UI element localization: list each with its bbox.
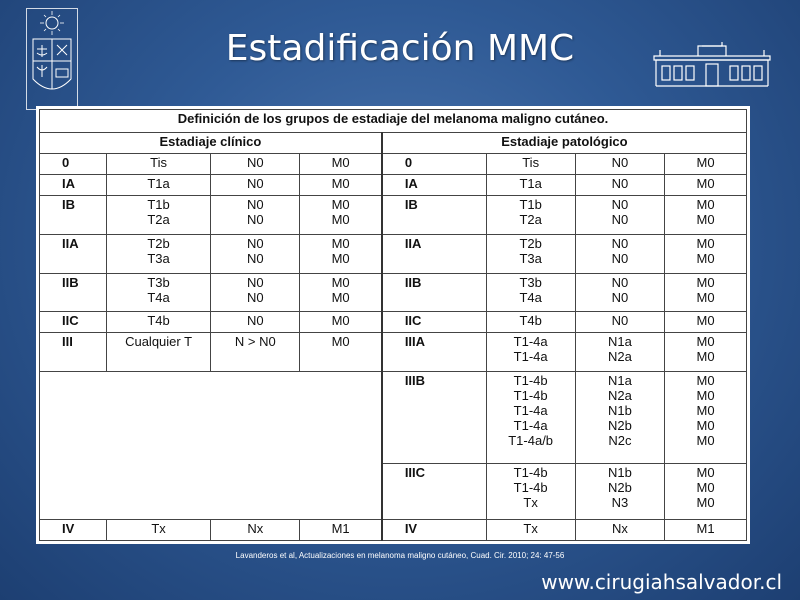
table-cell: M0: [665, 175, 747, 196]
website-url: www.cirugiahsalvador.cl: [541, 570, 782, 594]
table-cell: M0 M0 M0 M0 M0: [665, 372, 747, 463]
table-cell: M1: [300, 519, 382, 540]
table-cell: M0: [300, 333, 382, 372]
table-cell: IB: [382, 196, 486, 235]
table-cell: M0 M0 M0: [665, 463, 747, 519]
table-cell: T3b T4a: [106, 273, 210, 312]
table-cell: Tis: [486, 154, 575, 175]
table-cell: N0: [211, 175, 300, 196]
table-cell: N0 N0: [211, 196, 300, 235]
table-cell: Cualquier T: [106, 333, 210, 372]
pathologic-staging-header: Estadiaje patológico: [382, 133, 747, 154]
table-cell: N0 N0: [575, 196, 664, 235]
table-cell: IIA: [382, 234, 486, 273]
table-cell: 0: [382, 154, 486, 175]
table-cell: M0 M0: [300, 196, 382, 235]
table-cell: IV: [40, 519, 107, 540]
table-row: [40, 196, 747, 235]
table-cell: IIIA: [382, 333, 486, 372]
table-cell: M0 M0: [665, 234, 747, 273]
table-cell: N0: [575, 175, 664, 196]
table-cell: M0 M0: [300, 234, 382, 273]
table-cell: T4b: [486, 312, 575, 333]
table-cell: N0: [575, 312, 664, 333]
table-cell: IIIC: [382, 463, 486, 519]
table-cell: M0: [300, 312, 382, 333]
reference-citation: Lavanderos et al, Actualizaciones en melanoma maligno cutáneo, Cuad. Cir. 2010; 24: 47-56: [235, 551, 565, 560]
staging-table-body: [40, 154, 747, 541]
table-cell: T3b T4a: [486, 273, 575, 312]
table-cell: T1-4b T1-4b T1-4a T1-4a T1-4a/b: [486, 372, 575, 463]
table-cell: M0: [665, 154, 747, 175]
blank-clinical-cell: [40, 372, 382, 520]
table-cell: IIC: [40, 312, 107, 333]
table-cell: Nx: [211, 519, 300, 540]
table-cell: IIB: [382, 273, 486, 312]
table-row: [40, 273, 747, 312]
table-cell: IA: [40, 175, 107, 196]
table-cell: M0: [300, 175, 382, 196]
table-cell: T1-4a T1-4a: [486, 333, 575, 372]
table-cell: Tx: [486, 519, 575, 540]
table-cell: N0 N0: [211, 273, 300, 312]
table-cell: M1: [665, 519, 747, 540]
table-cell: Tis: [106, 154, 210, 175]
table-cell: 0: [40, 154, 107, 175]
table-cell: N0 N0: [211, 234, 300, 273]
hospital-building-logo: [652, 42, 772, 90]
staging-table: [39, 109, 747, 541]
table-cell: N0 N0: [575, 234, 664, 273]
slide-title: Estadificación MMC: [225, 28, 575, 69]
table-cell: M0: [665, 312, 747, 333]
table-row: [40, 372, 747, 463]
table-cell: III: [40, 333, 107, 372]
table-caption: Definición de los grupos de estadiaje del melanoma maligno cutáneo.: [40, 110, 747, 133]
table-cell: T1b T2a: [486, 196, 575, 235]
table-cell: T4b: [106, 312, 210, 333]
table-row: [40, 519, 747, 540]
table-cell: N1a N2a: [575, 333, 664, 372]
table-cell: M0 M0: [300, 273, 382, 312]
table-cell: N1a N2a N1b N2b N2c: [575, 372, 664, 463]
table-row: [40, 154, 747, 175]
table-cell: IIIB: [382, 372, 486, 463]
table-cell: IIA: [40, 234, 107, 273]
table-cell: T1a: [486, 175, 575, 196]
table-row: [40, 234, 747, 273]
table-cell: T2b T3a: [106, 234, 210, 273]
table-cell: Tx: [106, 519, 210, 540]
table-cell: IB: [40, 196, 107, 235]
table-cell: N0: [211, 154, 300, 175]
table-cell: M0 M0: [665, 273, 747, 312]
table-cell: T2b T3a: [486, 234, 575, 273]
table-cell: IIC: [382, 312, 486, 333]
table-cell: T1a: [106, 175, 210, 196]
table-cell: N > N0: [211, 333, 300, 372]
table-cell: IV: [382, 519, 486, 540]
table-row: [40, 175, 747, 196]
table-row: [40, 333, 747, 372]
table-cell: M0 M0: [665, 196, 747, 235]
clinical-staging-header: Estadiaje clínico: [40, 133, 382, 154]
staging-table-container: [36, 106, 750, 544]
table-cell: N0: [211, 312, 300, 333]
table-cell: N1b N2b N3: [575, 463, 664, 519]
table-cell: N0: [575, 154, 664, 175]
table-cell: IA: [382, 175, 486, 196]
table-cell: N0 N0: [575, 273, 664, 312]
table-cell: T1b T2a: [106, 196, 210, 235]
table-cell: M0 M0: [665, 333, 747, 372]
table-cell: T1-4b T1-4b Tx: [486, 463, 575, 519]
table-cell: IIB: [40, 273, 107, 312]
table-cell: Nx: [575, 519, 664, 540]
table-row: [40, 312, 747, 333]
table-cell: M0: [300, 154, 382, 175]
